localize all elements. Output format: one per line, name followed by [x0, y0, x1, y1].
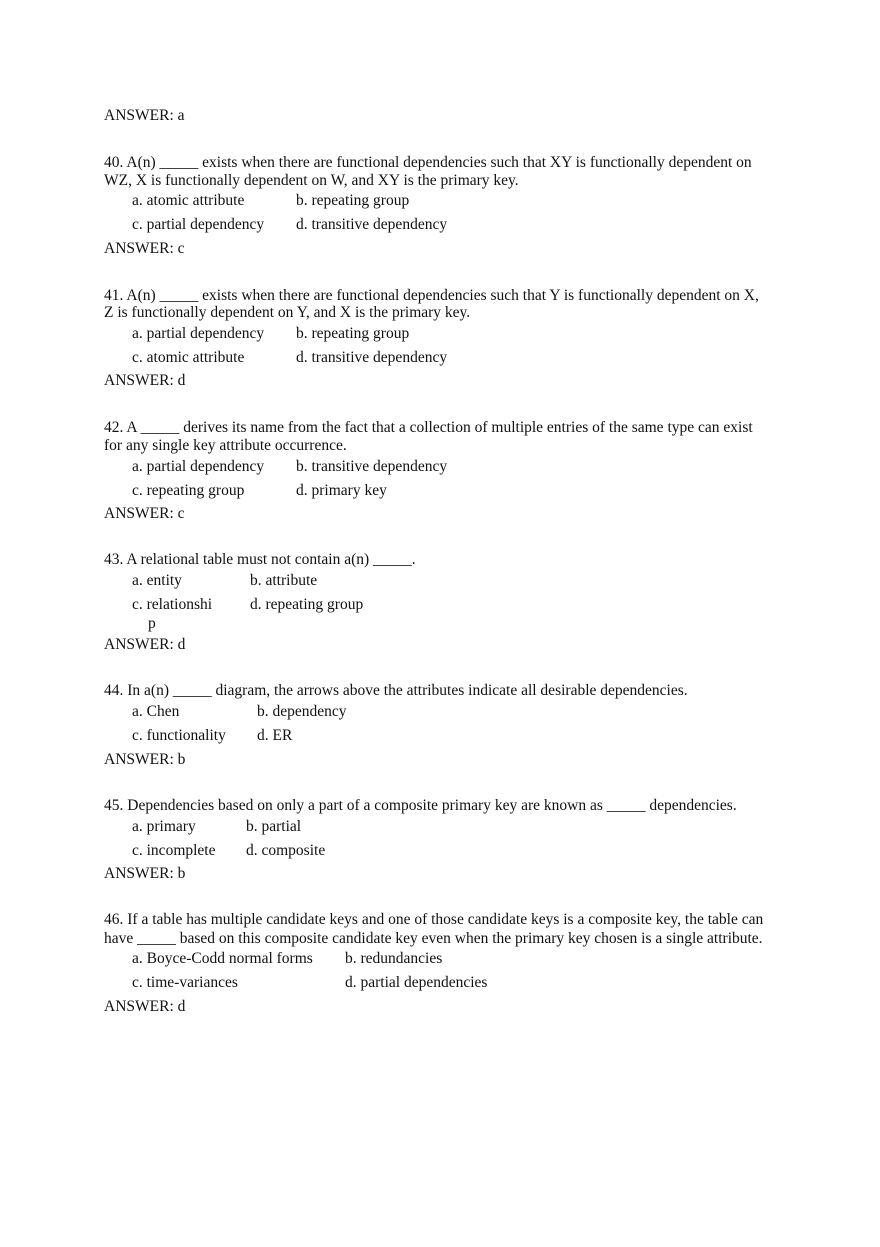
- question-40-option-a: a. atomic attribute: [132, 192, 245, 209]
- answer-44: ANSWER: b: [104, 751, 186, 768]
- question-45-option-a: a. primary: [132, 818, 196, 835]
- question-44-option-b: b. dependency: [257, 703, 347, 720]
- question-41-option-c: c. atomic attribute: [132, 349, 245, 366]
- question-41-option-d: d. transitive dependency: [296, 349, 448, 366]
- question-44-option-d: d. ER: [257, 727, 293, 744]
- question-41-stem-line1: 41. A(n) _____ exists when there are functional dependencies such that Y is functionally dependent on X,: [104, 287, 759, 304]
- question-44-stem-line1: 44. In a(n) _____ diagram, the arrows above the attributes indicate all desirable dependencies.: [104, 682, 688, 699]
- question-45-option-c: c. incomplete: [132, 842, 216, 859]
- question-43-option-b: b. attribute: [250, 572, 318, 589]
- question-45-option-d: d. composite: [246, 842, 326, 859]
- answer-43: ANSWER: d: [104, 636, 186, 653]
- question-41-option-a: a. partial dependency: [132, 325, 265, 342]
- question-46-option-b: b. redundancies: [345, 950, 443, 967]
- question-40-option-c: c. partial dependency: [132, 216, 265, 233]
- question-40-option-d: d. transitive dependency: [296, 216, 448, 233]
- question-41-stem-line2: Z is functionally dependent on Y, and X is the primary key.: [104, 304, 471, 321]
- question-42-stem-line1: 42. A _____ derives its name from the fact that a collection of multiple entries of the same type can exist: [104, 419, 753, 436]
- question-42-option-a: a. partial dependency: [132, 458, 265, 475]
- answer-40: ANSWER: c: [104, 240, 185, 257]
- question-42-option-d: d. primary key: [296, 482, 387, 499]
- question-43-stem-line1: 43. A relational table must not contain a(n) _____.: [104, 551, 416, 568]
- answer-42: ANSWER: c: [104, 505, 185, 522]
- question-46-option-c: c. time-variances: [132, 974, 238, 991]
- question-43-option-a: a. entity: [132, 572, 182, 589]
- question-42-option-c: c. repeating group: [132, 482, 245, 499]
- answer-45: ANSWER: b: [104, 865, 186, 882]
- question-46-option-a: a. Boyce-Codd normal forms: [132, 950, 313, 967]
- question-43-option-d: d. repeating group: [250, 596, 364, 613]
- answer-39: ANSWER: a: [104, 107, 185, 124]
- question-42-option-b: b. transitive dependency: [296, 458, 448, 475]
- question-44-option-a: a. Chen: [132, 703, 180, 720]
- question-42-stem-line2: for any single key attribute occurrence.: [104, 437, 347, 454]
- question-44-option-c: c. functionality: [132, 727, 226, 744]
- question-46-stem-line1: 46. If a table has multiple candidate keys and one of those candidate keys is a composite key, the table can: [104, 911, 764, 928]
- question-46-option-d: d. partial dependencies: [345, 974, 488, 991]
- answer-41: ANSWER: d: [104, 372, 186, 389]
- question-46-stem-line2: have _____ based on this composite candidate key even when the primary key chosen is a single attribute.: [104, 930, 763, 947]
- answer-46: ANSWER: d: [104, 998, 186, 1015]
- question-45-stem-line1: 45. Dependencies based on only a part of a composite primary key are known as _____ dependencies.: [104, 797, 737, 814]
- question-40-option-b: b. repeating group: [296, 192, 410, 209]
- question-40-stem-line1: 40. A(n) _____ exists when there are functional dependencies such that XY is functionally dependent on: [104, 154, 752, 171]
- question-45-option-b: b. partial: [246, 818, 302, 835]
- question-43-option-c: c. relationshi: [132, 596, 213, 613]
- question-43-option-c-wrap: p: [148, 615, 156, 632]
- question-41-option-b: b. repeating group: [296, 325, 410, 342]
- question-40-stem-line2: WZ, X is functionally dependent on W, and XY is the primary key.: [104, 172, 519, 189]
